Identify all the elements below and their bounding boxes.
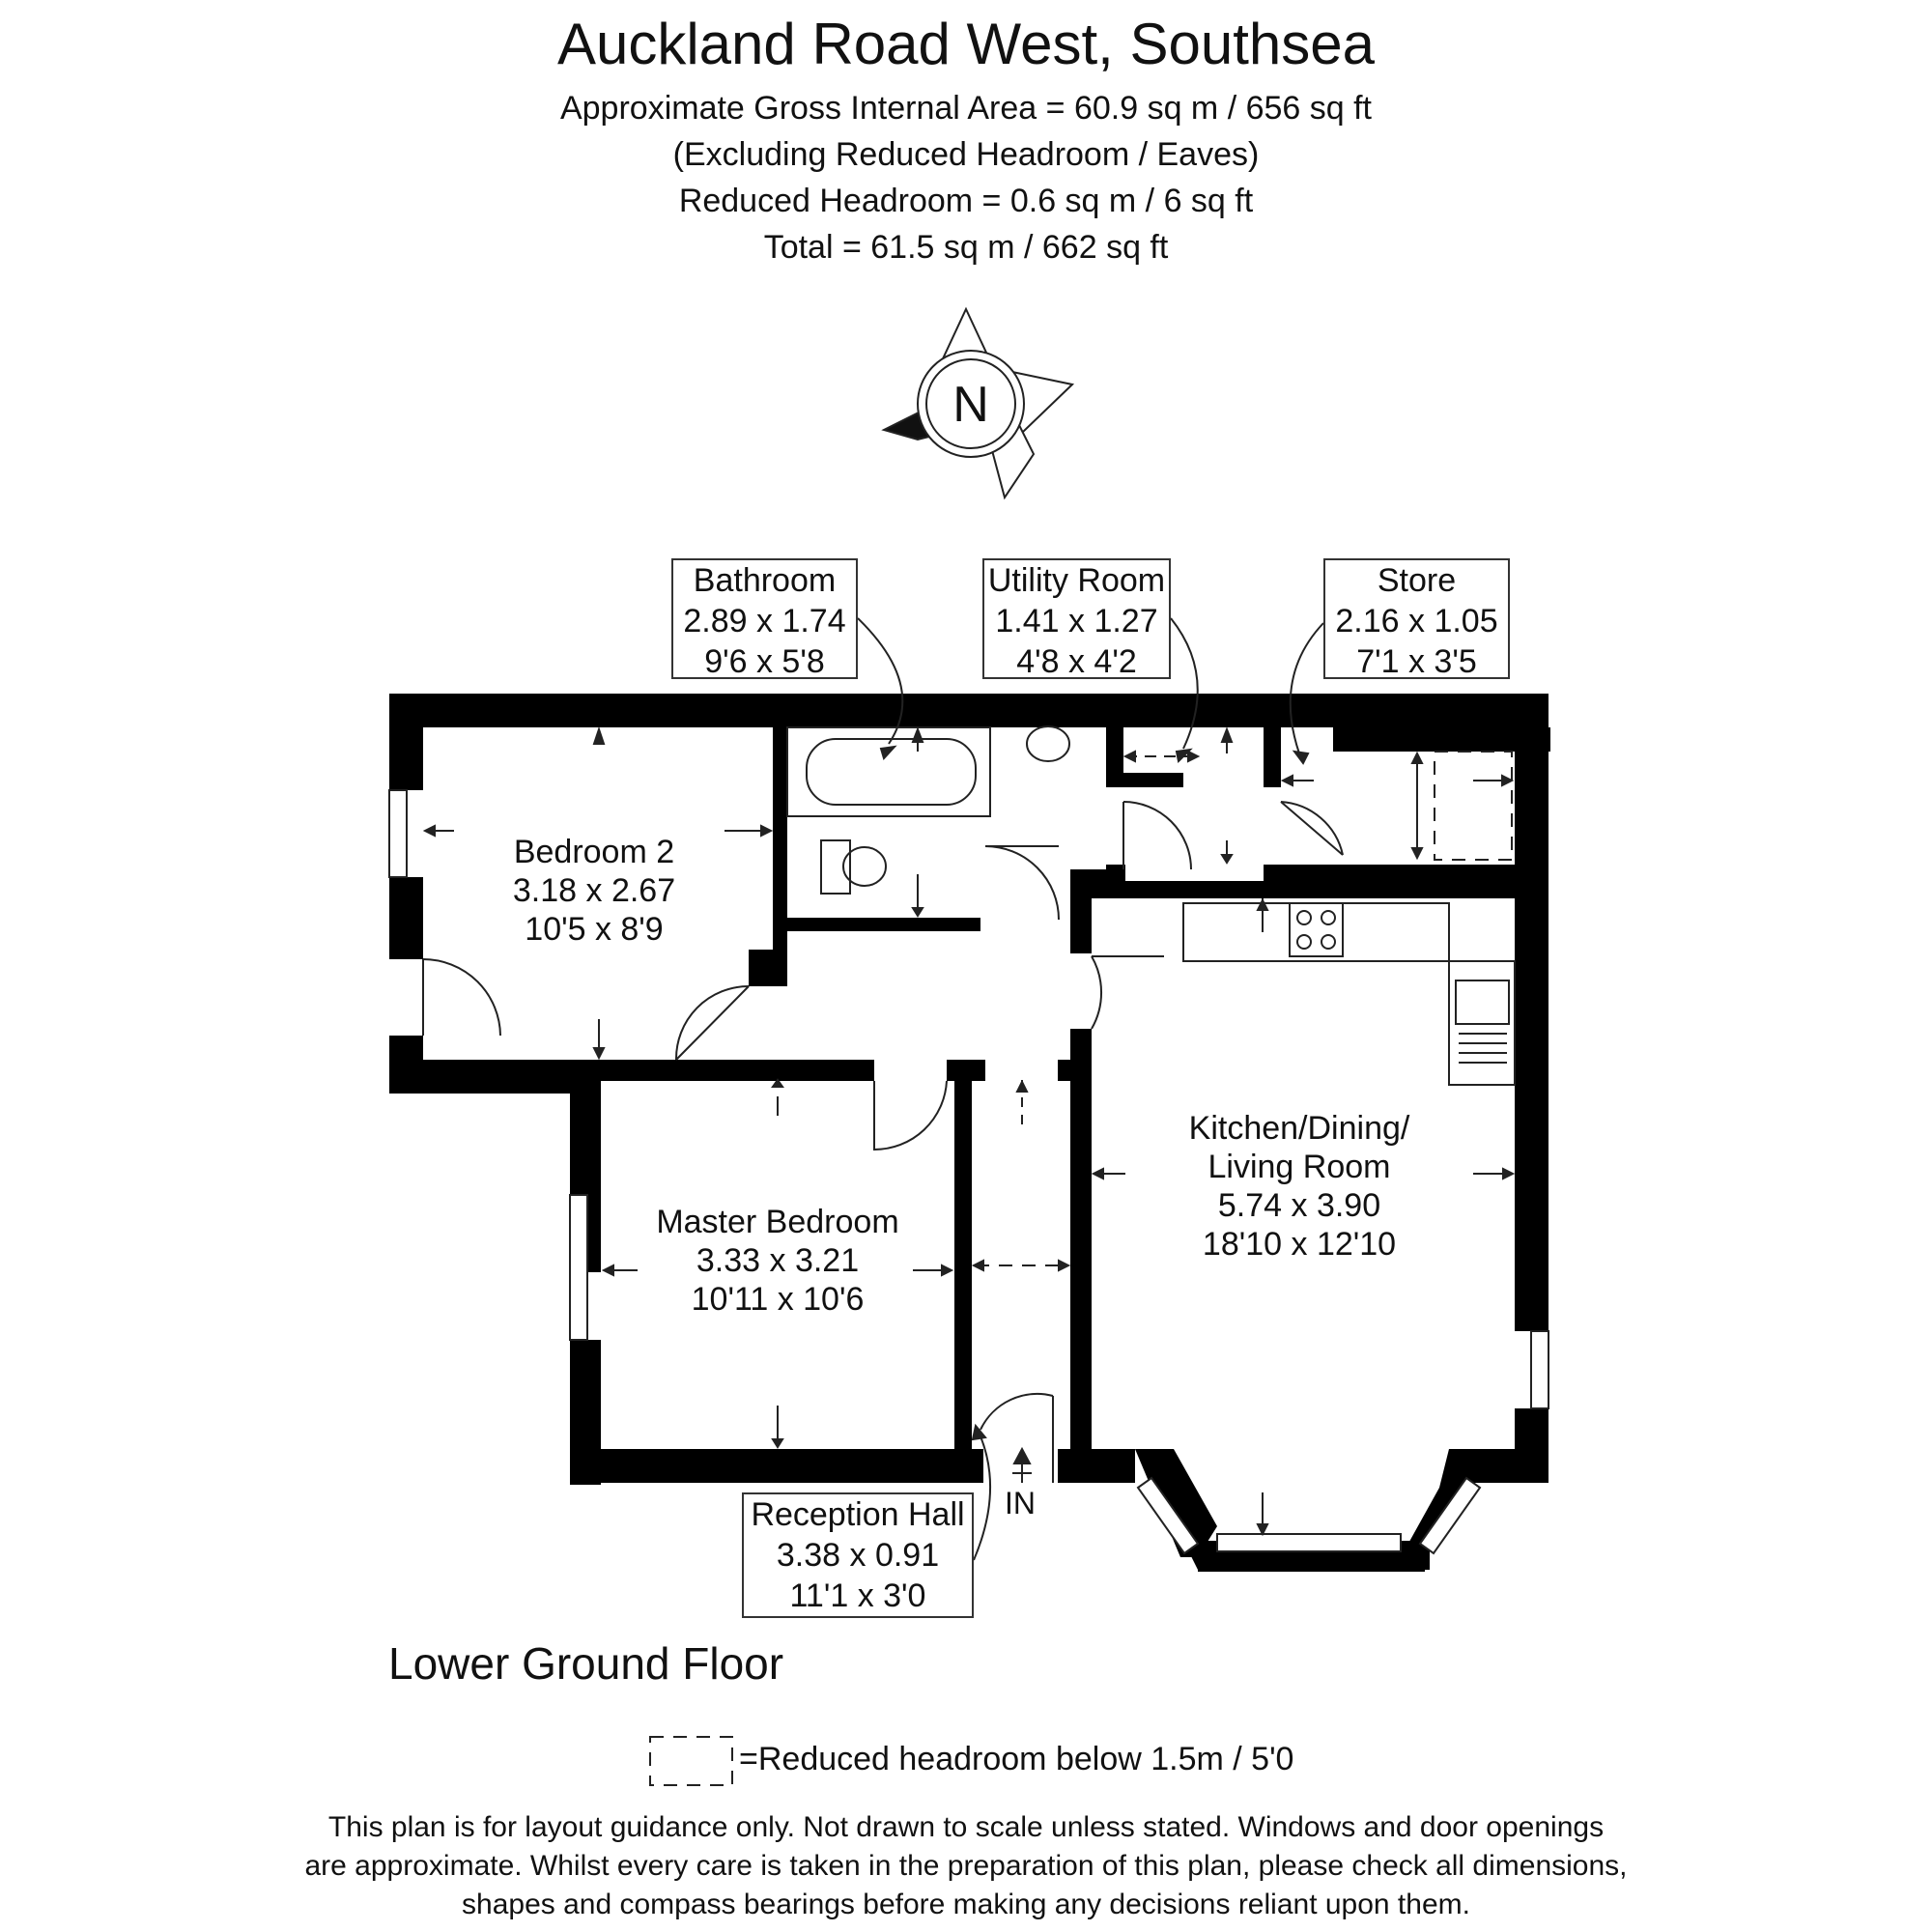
gross-area-line: Approximate Gross Internal Area = 60.9 sq m / 656 sq ft — [559, 90, 1373, 127]
bedroom2-label — [454, 833, 734, 949]
total-area-line: Total = 61.5 sq m / 662 sq ft — [763, 229, 1169, 266]
worktop — [1183, 903, 1449, 961]
bathroom-metric: 2.89 x 1.74 — [683, 603, 846, 639]
hall-metric: 3.38 x 0.91 — [776, 1537, 940, 1574]
bathroom-name: Bathroom — [693, 562, 837, 599]
toilet-icon — [821, 840, 850, 894]
disclaimer-line-3: shapes and compass bearings before making any decisions reliant upon them. — [462, 1889, 1470, 1920]
kitchen-name-1: Kitchen/Dining/ — [1188, 1110, 1410, 1147]
kitchen-name-2: Living Room — [1208, 1149, 1391, 1185]
disclaimer-line-2: are approximate. Whilst every care is taken in the preparation of this plan, please check all dimensions, — [304, 1850, 1628, 1882]
bath-icon — [787, 727, 990, 816]
hob-icon — [1290, 903, 1343, 956]
kitchen-metric: 5.74 x 3.90 — [1217, 1187, 1381, 1224]
utility-name: Utility Room — [987, 562, 1166, 599]
entrance-label: IN — [1005, 1486, 1036, 1520]
bedroom2-name: Bedroom 2 — [513, 834, 675, 870]
compass-letter: N — [952, 377, 989, 433]
reception-hall-callout — [742, 1492, 974, 1618]
bedroom2-metric: 3.18 x 2.67 — [512, 872, 676, 909]
master-metric: 3.33 x 3.21 — [696, 1242, 860, 1279]
master-bedroom-label — [623, 1203, 932, 1319]
reduced-headroom-line: Reduced Headroom = 0.6 sq m / 6 sq ft — [678, 183, 1254, 219]
store-name: Store — [1377, 562, 1457, 599]
page-title: Auckland Road West, Southsea — [556, 12, 1376, 76]
utility-callout — [982, 558, 1171, 679]
kitchen-label — [1135, 1109, 1463, 1264]
excluding-line: (Excluding Reduced Headroom / Eaves) — [672, 136, 1260, 173]
disclaimer-line-1: This plan is for layout guidance only. Not drawn to scale unless stated. Windows and door openings — [327, 1811, 1605, 1843]
bedroom2-imperial: 10'5 x 8'9 — [525, 911, 664, 948]
hall-name: Reception Hall — [751, 1496, 965, 1533]
master-name: Master Bedroom — [656, 1204, 899, 1240]
bathroom-imperial: 9'6 x 5'8 — [704, 643, 825, 680]
store-metric: 2.16 x 1.05 — [1335, 603, 1498, 639]
bathroom-callout — [671, 558, 858, 679]
legend-text: =Reduced headroom below 1.5m / 5'0 — [739, 1741, 1294, 1777]
utility-imperial: 4'8 x 4'2 — [1016, 643, 1137, 680]
kitchen-imperial: 18'10 x 12'10 — [1202, 1226, 1397, 1263]
floor-name: Lower Ground Floor — [388, 1638, 784, 1689]
sink-icon — [1027, 726, 1069, 761]
store-callout — [1323, 558, 1510, 679]
hall-imperial: 11'1 x 3'0 — [789, 1577, 926, 1614]
reduced-headroom-area — [1435, 752, 1512, 860]
compass-icon — [884, 309, 1072, 497]
store-imperial: 7'1 x 3'5 — [1356, 643, 1477, 680]
disclaimer — [0, 1808, 1932, 1924]
master-imperial: 10'11 x 10'6 — [691, 1281, 865, 1318]
legend-swatch — [650, 1737, 732, 1785]
utility-metric: 1.41 x 1.27 — [995, 603, 1158, 639]
